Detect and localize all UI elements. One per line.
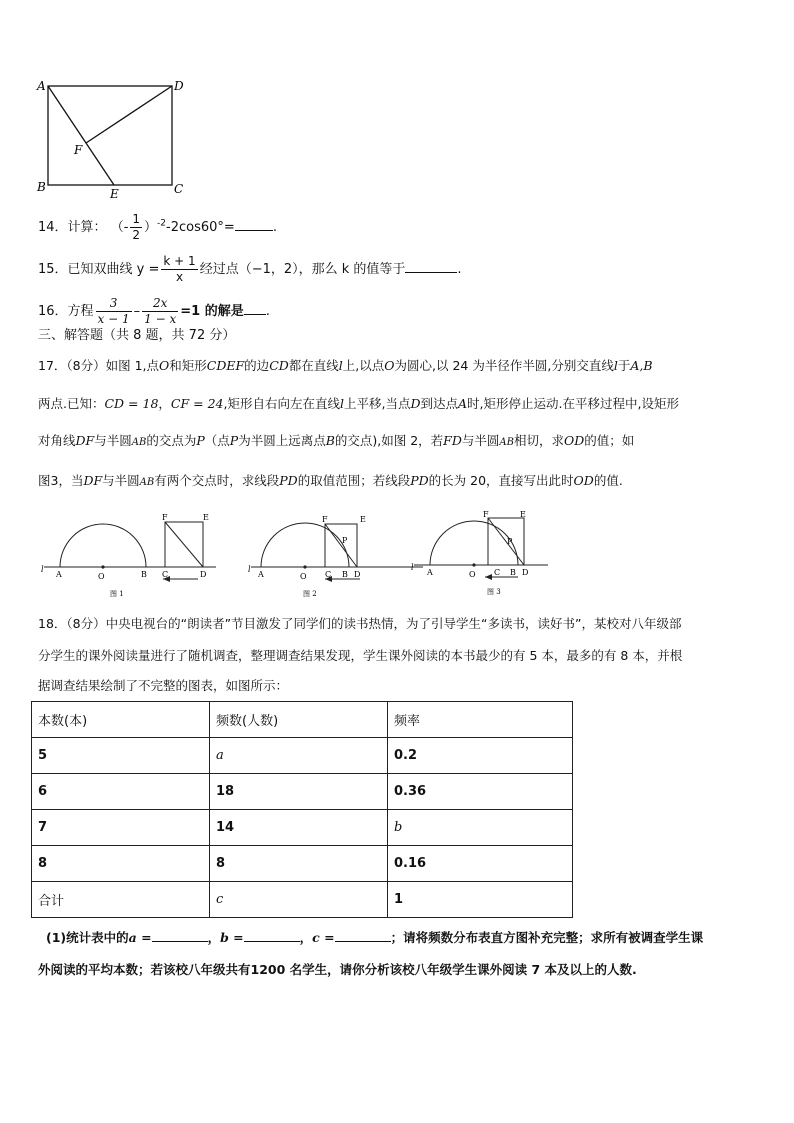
svg-text:O: O bbox=[469, 570, 476, 579]
figure-1 bbox=[38, 510, 218, 598]
label-e: E bbox=[110, 187, 119, 200]
table-header-cell: 频率 bbox=[388, 702, 573, 738]
svg-text:E: E bbox=[203, 513, 209, 522]
frequency-table bbox=[31, 701, 573, 918]
question-16: 16．方程 $\frac{3}{x - 1}$ – $\frac{2x}{1 - x}$ =1 的解是 . bbox=[38, 296, 270, 326]
svg-text:D: D bbox=[200, 570, 207, 579]
svg-text:F: F bbox=[483, 510, 489, 519]
svg-text:l: l bbox=[248, 565, 251, 574]
svg-text:C: C bbox=[162, 570, 169, 579]
svg-text:D: D bbox=[522, 568, 529, 577]
table-header-cell: 本数(本) bbox=[32, 702, 210, 738]
q18-line-2: 分学生的课外阅读量进行了随机调查，整理调查结果发现，学生课外阅读的本书最少的有 5 本，最多的有 8 本，并根 bbox=[38, 648, 683, 663]
figure-3-caption: 图 3 bbox=[487, 588, 501, 596]
question-15: 15．已知双曲线 y = $\frac{k + 1}{x}$ 经过点（−1，2），那么 k 的值等于 . bbox=[38, 254, 462, 284]
table-header-row bbox=[32, 702, 573, 738]
svg-text:B: B bbox=[141, 570, 147, 579]
segment-ae bbox=[48, 86, 114, 185]
label-b: B bbox=[37, 180, 46, 194]
q17-line-3: 对角线DF与半圆AB的交点为P（点P为半圆上远离点B的交点),如图 2，若FD与半圆AB相切，求OD的值；如 bbox=[38, 433, 635, 448]
svg-text:C: C bbox=[325, 570, 332, 579]
figure-3 bbox=[410, 508, 550, 596]
table-row: 6 18 0.36 bbox=[32, 774, 573, 810]
svg-text:C: C bbox=[494, 568, 501, 577]
section-heading: 三、解答题（共 8 题，共 72 分） bbox=[38, 328, 236, 343]
svg-text:D: D bbox=[354, 570, 361, 579]
svg-text:F: F bbox=[322, 515, 328, 524]
svg-text:P: P bbox=[342, 536, 348, 545]
label-c: C bbox=[174, 182, 184, 196]
svg-text:O: O bbox=[98, 572, 105, 581]
q14-label: 14．计算： bbox=[38, 220, 107, 235]
svg-text:F: F bbox=[162, 513, 168, 522]
q18-line-1: 18．（8分）中央电视台的“朗读者”节目激发了同学们的读书热情，为了引导学生“多读书，读好书”，某校对八年级部 bbox=[38, 616, 682, 631]
svg-text:A: A bbox=[258, 570, 264, 579]
blank-a[interactable] bbox=[152, 941, 208, 942]
table-row: 7 14 b bbox=[32, 810, 573, 846]
question-14: 14．计算： （- $\frac{1}{2}$ ）$^{-2}$-2cos60°= . bbox=[38, 212, 277, 242]
rectangle-figure bbox=[34, 78, 194, 200]
label-a: A bbox=[37, 79, 46, 93]
svg-text:A: A bbox=[56, 570, 62, 579]
q15-fraction: $\frac{k + 1}{x}$ bbox=[163, 254, 196, 284]
table-row: 5 a 0.2 bbox=[32, 738, 573, 774]
q14-fraction: $\frac{1}{2}$ bbox=[132, 212, 141, 242]
figure-2-caption: 图 2 bbox=[303, 590, 317, 598]
label-d: D bbox=[174, 79, 184, 93]
q17-line-2: 两点.已知：CD = 18，CF = 24,矩形自右向左在直线l上平移,当点D到达点A时,矩形停止运动.在平移过程中,设矩形 bbox=[38, 396, 679, 411]
q16-fraction-1: $\frac{3}{x - 1}$ bbox=[97, 296, 130, 326]
svg-text:O: O bbox=[300, 572, 307, 581]
svg-text:P: P bbox=[507, 537, 513, 546]
q18-line-3: 据调查结果绘制了不完整的图表，如图所示： bbox=[38, 678, 289, 693]
svg-text:E: E bbox=[360, 515, 366, 524]
svg-text:l: l bbox=[41, 565, 44, 574]
svg-text:B: B bbox=[510, 568, 516, 577]
svg-text:l: l bbox=[411, 563, 414, 572]
q18-part-1-line-1: (1)统计表中的a = ，b = ，c = ；请将频数分布表直方图补充完整；求所有被调查学生课 bbox=[46, 930, 704, 945]
q18-part-1-line-2: 外阅读的平均本数；若该校八年级共有1200 名学生，请你分析该校八年级学生课外阅读 7 本及以上的人数. bbox=[38, 962, 637, 977]
figure-1-caption: 图 1 bbox=[110, 590, 124, 598]
q16-answer-blank[interactable] bbox=[244, 314, 266, 315]
segment-df bbox=[86, 86, 172, 143]
q15-answer-blank[interactable] bbox=[405, 272, 457, 273]
blank-c[interactable] bbox=[335, 941, 391, 942]
q14-answer-blank[interactable] bbox=[235, 230, 273, 231]
figure-2 bbox=[245, 510, 425, 598]
svg-text:B: B bbox=[342, 570, 348, 579]
svg-text:E: E bbox=[520, 510, 526, 519]
table-row: 合计 c 1 bbox=[32, 882, 573, 918]
q16-fraction-2: $\frac{2x}{1 - x}$ bbox=[144, 296, 177, 326]
table-header-cell: 频数(人数) bbox=[210, 702, 388, 738]
blank-b[interactable] bbox=[244, 941, 300, 942]
label-f: F bbox=[74, 143, 83, 157]
q17-line-1: 17．（8分）如图 1,点O和矩形CDEF的边CD都在直线l上,以点O为圆心,以 24 为半径作半圆,分别交直线l于A,B bbox=[38, 358, 653, 373]
q17-line-4: 图3，当DF与半圆AB有两个交点时，求线段PD的取值范围；若线段PD的长为 20，直接写出此时OD的值. bbox=[38, 473, 623, 488]
table-row: 8 8 0.16 bbox=[32, 846, 573, 882]
svg-text:A: A bbox=[427, 568, 433, 577]
rectangle-abcd bbox=[48, 86, 172, 185]
